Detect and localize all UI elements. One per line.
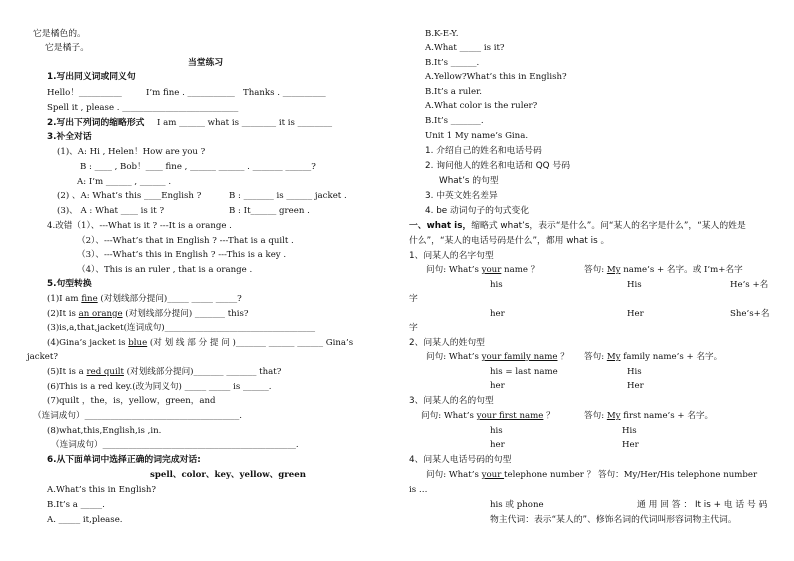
h4-his: his 或 phone: [490, 500, 544, 510]
h3-His: His: [622, 426, 637, 436]
q1-title: 1.写出同义词或同义句: [47, 72, 136, 82]
objective-2: 2. 询问他人的姓名和电话和 QQ 号码: [425, 161, 570, 171]
h2-Her: Her: [627, 381, 644, 391]
sentence-7-cont: （连词成句）____________________________________.: [33, 411, 242, 421]
dialog1-b: B : ____ , Bob！____ fine , ______ ______ . _______ ______?: [80, 162, 316, 172]
line-l02: 它是橘子。: [45, 43, 89, 53]
para-what-is: 一、what is，缩略式 what’s，表示“是什么”。问“某人的名字是什么”，“某人的姓是: [409, 221, 746, 231]
q6-a: A.What’s this in English?: [47, 485, 157, 495]
q2-items: I am ______ what is ________ it is ________: [157, 118, 333, 128]
q3-title: 3.补全对话: [47, 132, 92, 142]
heading-family-name: 2、问某人的姓句型: [409, 338, 485, 348]
sentence-7: (7)quilt ，the，is，yellow，green，and: [47, 396, 216, 406]
sentence-4-cont: jacket?: [27, 352, 58, 362]
sentence-1: (1)I am fine (对划线部分提问)_____ _____ _____?: [47, 294, 242, 304]
q4-item2: （2）、---What’s that in English ? ---That is a quilt .: [77, 236, 294, 246]
heading-first-name: 3、问某人的名的句型: [409, 396, 494, 406]
sentence-3: (3)is,a,that,jacket(连词成句)___________________________________: [47, 323, 316, 333]
h1-his: his: [490, 280, 503, 290]
right-line-07: B.It’s _______.: [425, 116, 484, 126]
h2-answer: 答句: My family name’s + 名字。: [584, 352, 723, 362]
objective-4: 4. be 动词句子的句式变化: [425, 206, 530, 216]
right-line-03: B.It’s ______.: [425, 58, 480, 68]
sentence-5: (5)It is a red quilt (对划线部分提问)_______ _______ that?: [47, 367, 282, 377]
dialog2-b: B : _______ is ______ jacket .: [229, 191, 347, 201]
para-what-is-l2: 什么”，“某人的电话号码是什么”，都用 what is 。: [409, 236, 610, 246]
line-l01: 它是橘色的。: [33, 29, 86, 39]
sentence-8-cont: （连词成句）_____________________________________________.: [51, 440, 299, 450]
h2-question: 问句: What’s your family name ？: [426, 352, 569, 362]
h4-general-answer: 通 用 回 答 ： It is + 电 话 号 码: [637, 500, 768, 510]
heading-telephone: 4、问某人电话号码的句型: [409, 455, 512, 465]
h1-question: 问句: What’s your name ？: [426, 265, 540, 275]
q2-title: 2.写出下列词的缩略形式: [47, 118, 145, 128]
h3-her: her: [490, 440, 505, 450]
right-line-04: A.Yellow?What’s this in English?: [425, 72, 567, 82]
q6-b: B.It’s a _____.: [47, 500, 105, 510]
objective-2b: What’s 的句型: [439, 176, 499, 186]
h1-Shes: She’s+名: [730, 309, 770, 319]
right-line-02: A.What _____ is it?: [425, 43, 505, 53]
h1-zi-1: 字: [409, 294, 418, 304]
dialog3-a: (3)、 A : What ____ is it ?: [57, 206, 165, 216]
q1-thanks: Thanks . __________: [243, 88, 326, 98]
possessive-note: 物主代词：表示“某人的”、修饰名词的代词叫形容词物主代词。: [490, 515, 737, 525]
q6-title: 6.从下面单词中选择正确的词完成对话:: [47, 455, 201, 465]
q6-c: A. _____ it,please.: [47, 515, 123, 525]
objective-3: 3. 中英文姓名差异: [425, 191, 498, 201]
heading-name: 1、问某人的名字句型: [409, 251, 494, 261]
h4-is: is …: [409, 485, 428, 495]
h1-His: His: [627, 280, 642, 290]
h2-His: His: [627, 367, 642, 377]
dialog2-a: (2) 、A: What’s this ____English ?: [57, 191, 202, 201]
sentence-8: (8)what,this,English,is ,in.: [47, 426, 162, 436]
sentence-4: (4)Gina’s jacket is blue (对 划 线 部 分 提 问 )_______ ______ ______ Gina’s: [47, 338, 354, 348]
q4-item4: （4）、This is an ruler , that is a orange .: [77, 265, 253, 275]
h4-question: 问句: What’s your telephone number ？ 答句：My/Her/His telephone number: [426, 470, 758, 480]
h1-Her: Her: [627, 309, 644, 319]
h3-answer: 答句: My first name’s + 名字。: [584, 411, 714, 421]
h3-Her: Her: [622, 440, 639, 450]
q1-spell: Spell it , please . ___________________________: [47, 103, 239, 113]
h1-Hes: He’s +名: [730, 280, 769, 290]
h1-zi-2: 字: [409, 323, 418, 333]
sentence-2: (2)It is an orange (对划线部分提问) _______ this?: [47, 309, 249, 319]
h1-her: her: [490, 309, 505, 319]
unit-title: Unit 1 My name’s Gina.: [425, 131, 529, 141]
q1-hello: Hello！__________: [47, 88, 122, 98]
right-line-05: B.It’s a ruler.: [425, 87, 482, 97]
dialog1-a2: A: I’m ______ , ______ .: [77, 177, 172, 187]
q1-fine: I’m fine . ___________: [146, 88, 235, 98]
q5-title: 5.句型转换: [47, 279, 92, 289]
dialog3-b: B : It______ green .: [229, 206, 310, 216]
h2-his: his = last name: [490, 367, 558, 377]
right-line-01: B.K-E-Y.: [425, 29, 459, 39]
h1-answer: 答句: My name’s + 名字。或 I’m+名字: [584, 265, 743, 275]
h3-question: 问句: What’s your first name ？: [421, 411, 555, 421]
sentence-6: (6)This is a red key.(改为同义句) _____ _____ is ______.: [47, 382, 272, 392]
q4-item1: 4.改错（1）、---What is it ? ---It is a orange .: [47, 221, 232, 231]
right-line-06: A.What color is the ruler?: [425, 101, 538, 111]
objective-1: 1. 介绍自己的姓名和电话号码: [425, 146, 542, 156]
h3-his: his: [490, 426, 503, 436]
q6-words: spell、color、key、yellow、green: [150, 470, 306, 480]
dialog1-a: (1)、A: Hi , Helen！How are you ?: [57, 147, 206, 157]
h2-her: her: [490, 381, 505, 391]
section-title: 当堂练习: [188, 58, 224, 68]
q4-item3: （3）、---What’s this in English ? ---This is a key .: [77, 250, 287, 260]
